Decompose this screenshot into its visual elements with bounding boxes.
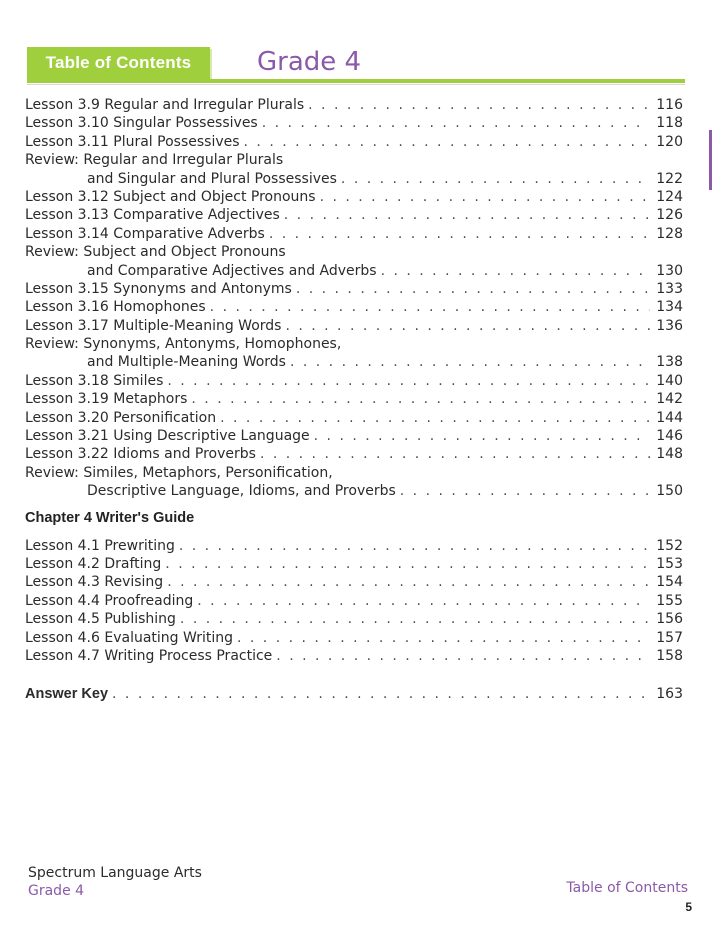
toc-entry-label: Review: Regular and Irregular Plurals — [25, 152, 284, 169]
leader-dots — [167, 573, 650, 591]
leader-dots — [284, 206, 651, 224]
footer-book-title: Spectrum Language Arts — [28, 865, 202, 881]
toc-entry-label: and Singular and Plural Possessives — [87, 170, 337, 187]
page-number: 5 — [685, 900, 692, 914]
leader-dots — [112, 685, 650, 703]
footer-section: Table of Contents — [566, 880, 688, 896]
toc-entry[interactable] — [25, 573, 683, 591]
toc-entry-label: Lesson 3.21 Using Descriptive Language — [25, 428, 310, 445]
toc-entry[interactable] — [25, 133, 683, 151]
toc-entry-label: Lesson 4.6 Evaluating Writing — [25, 629, 233, 646]
toc-entry[interactable] — [25, 647, 683, 665]
toc-entry-label: Lesson 3.20 Personification — [25, 409, 217, 426]
header-rule-shadow — [27, 84, 685, 85]
toc-entry[interactable] — [25, 225, 683, 243]
toc-entry-page: 138 — [656, 354, 683, 371]
toc-entry-page: 153 — [656, 555, 683, 572]
toc-entry-label: Lesson 3.13 Comparative Adjectives — [25, 207, 280, 224]
leader-dots — [220, 409, 650, 427]
footer-book-info — [28, 864, 202, 900]
toc-entry[interactable] — [25, 555, 683, 573]
leader-dots — [191, 390, 650, 408]
footer-grade: Grade 4 — [28, 883, 85, 899]
toc-entry-page: 118 — [656, 115, 683, 132]
toc-entry-label: Review: Synonyms, Antonyms, Homophones, — [25, 336, 342, 353]
toc-entry-page: 142 — [656, 391, 683, 408]
header-rule — [27, 79, 685, 83]
toc-entry-page: 154 — [656, 574, 683, 591]
toc-entry-page: 152 — [656, 537, 683, 554]
leader-dots — [290, 353, 650, 371]
toc-entry-label: and Comparative Adjectives and Adverbs — [87, 262, 377, 279]
toc-block-chapter-4 — [25, 537, 683, 666]
toc-entry-label: Lesson 3.11 Plural Possessives — [25, 133, 240, 150]
toc-entry[interactable] — [25, 262, 683, 280]
toc-entry-page: 148 — [656, 446, 683, 463]
toc-entry-label: Lesson 3.17 Multiple-Meaning Words — [25, 317, 282, 334]
toc-entry[interactable] — [25, 280, 683, 298]
leader-dots — [400, 482, 650, 500]
toc-entry-page: 130 — [656, 262, 683, 279]
leader-dots — [262, 114, 651, 132]
toc-entry-page: 163 — [656, 686, 683, 703]
toc-entry-page: 146 — [656, 428, 683, 445]
leader-dots — [244, 133, 651, 151]
leader-dots — [276, 647, 650, 665]
toc-entry-label: Lesson 4.7 Writing Process Practice — [25, 647, 273, 664]
toc-entry[interactable] — [25, 206, 683, 224]
toc-entry-label: Descriptive Language, Idioms, and Proverbs — [87, 483, 396, 500]
toc-entry-label: Lesson 3.9 Regular and Irregular Plurals — [25, 97, 305, 113]
toc-entry-page: 158 — [656, 647, 683, 664]
toc-block-chapter-3 — [25, 96, 683, 501]
toc-entry[interactable] — [25, 445, 683, 463]
toc-entry-label: Lesson 4.5 Publishing — [25, 611, 176, 628]
toc-entry[interactable] — [25, 170, 683, 188]
toc-entry-label: Lesson 3.22 Idioms and Proverbs — [25, 446, 256, 463]
toc-entry — [25, 243, 683, 261]
leader-dots — [165, 555, 650, 573]
leader-dots — [314, 427, 651, 445]
toc-entry[interactable] — [25, 610, 683, 628]
leader-dots — [210, 298, 651, 316]
leader-dots — [260, 445, 650, 463]
toc-entry-page: 157 — [656, 629, 683, 646]
toc-entry[interactable] — [25, 114, 683, 132]
toc-entry[interactable] — [25, 482, 683, 500]
leader-dots — [381, 262, 651, 280]
toc-entry[interactable] — [25, 390, 683, 408]
toc-entry-page: 156 — [656, 611, 683, 628]
toc-entry[interactable] — [25, 298, 683, 316]
toc-entry — [25, 464, 683, 482]
toc-entry-page: 120 — [656, 133, 683, 150]
toc-entry[interactable] — [25, 537, 683, 555]
leader-dots — [179, 537, 650, 555]
leader-dots — [285, 317, 650, 335]
toc-entry-label: Lesson 3.16 Homophones — [25, 299, 206, 316]
leader-dots — [296, 280, 650, 298]
toc-entry-answer-key[interactable] — [25, 685, 683, 703]
toc-entry-page: 128 — [656, 225, 683, 242]
leader-dots — [197, 592, 650, 610]
toc-entry-label: Lesson 3.12 Subject and Object Pronouns — [25, 188, 316, 205]
toc-entry-label: Lesson 3.19 Metaphors — [25, 391, 188, 408]
grade-title: Grade 4 — [257, 47, 362, 77]
leader-dots — [167, 372, 650, 390]
toc-entry — [25, 151, 683, 169]
toc-entry-label: Lesson 4.2 Drafting — [25, 555, 162, 572]
toc-list — [25, 96, 683, 704]
toc-entry[interactable] — [25, 629, 683, 647]
toc-entry-page: 136 — [656, 317, 683, 334]
toc-entry-label: Lesson 3.15 Synonyms and Antonyms — [25, 280, 292, 297]
toc-entry-label: Lesson 3.14 Comparative Adverbs — [25, 225, 265, 242]
toc-entry[interactable] — [25, 317, 683, 335]
toc-entry[interactable] — [25, 372, 683, 390]
leader-dots — [308, 96, 650, 114]
toc-entry-page: 134 — [656, 299, 683, 316]
toc-entry-label: Lesson 4.1 Prewriting — [25, 537, 175, 554]
toc-entry-page: 144 — [656, 409, 683, 426]
toc-entry — [25, 335, 683, 353]
toc-entry-label: and Multiple-Meaning Words — [87, 354, 286, 371]
toc-entry-label: Lesson 4.4 Proofreading — [25, 592, 194, 609]
chapter-heading: Chapter 4 Writer's Guide — [25, 509, 195, 526]
toc-entry-label: Review: Subject and Object Pronouns — [25, 244, 286, 261]
toc-entry-page: 124 — [656, 188, 683, 205]
toc-entry-label: Review: Similes, Metaphors, Personification, — [25, 464, 333, 481]
toc-entry-page: 140 — [656, 372, 683, 389]
leader-dots — [237, 629, 650, 647]
toc-entry-page: 116 — [656, 97, 683, 113]
leader-dots — [269, 225, 650, 243]
leader-dots — [180, 610, 650, 628]
toc-entry-label: Answer Key — [25, 686, 109, 703]
toc-entry[interactable] — [25, 592, 683, 610]
toc-entry-page: 150 — [656, 483, 683, 500]
toc-entry-label: Lesson 3.18 Similes — [25, 372, 164, 389]
leader-dots — [341, 170, 650, 188]
toc-entry[interactable] — [25, 353, 683, 371]
toc-entry-label: Lesson 4.3 Revising — [25, 574, 164, 591]
toc-badge: Table of Contents — [27, 47, 210, 79]
toc-entry[interactable] — [25, 96, 683, 114]
toc-entry[interactable] — [25, 427, 683, 445]
toc-entry-page: 155 — [656, 592, 683, 609]
toc-entry-page: 122 — [656, 170, 683, 187]
toc-entry-label: Lesson 3.10 Singular Possessives — [25, 115, 258, 132]
toc-entry[interactable] — [25, 188, 683, 206]
toc-entry-page: 133 — [656, 280, 683, 297]
leader-dots — [320, 188, 651, 206]
toc-entry-page: 126 — [656, 207, 683, 224]
toc-entry[interactable] — [25, 409, 683, 427]
